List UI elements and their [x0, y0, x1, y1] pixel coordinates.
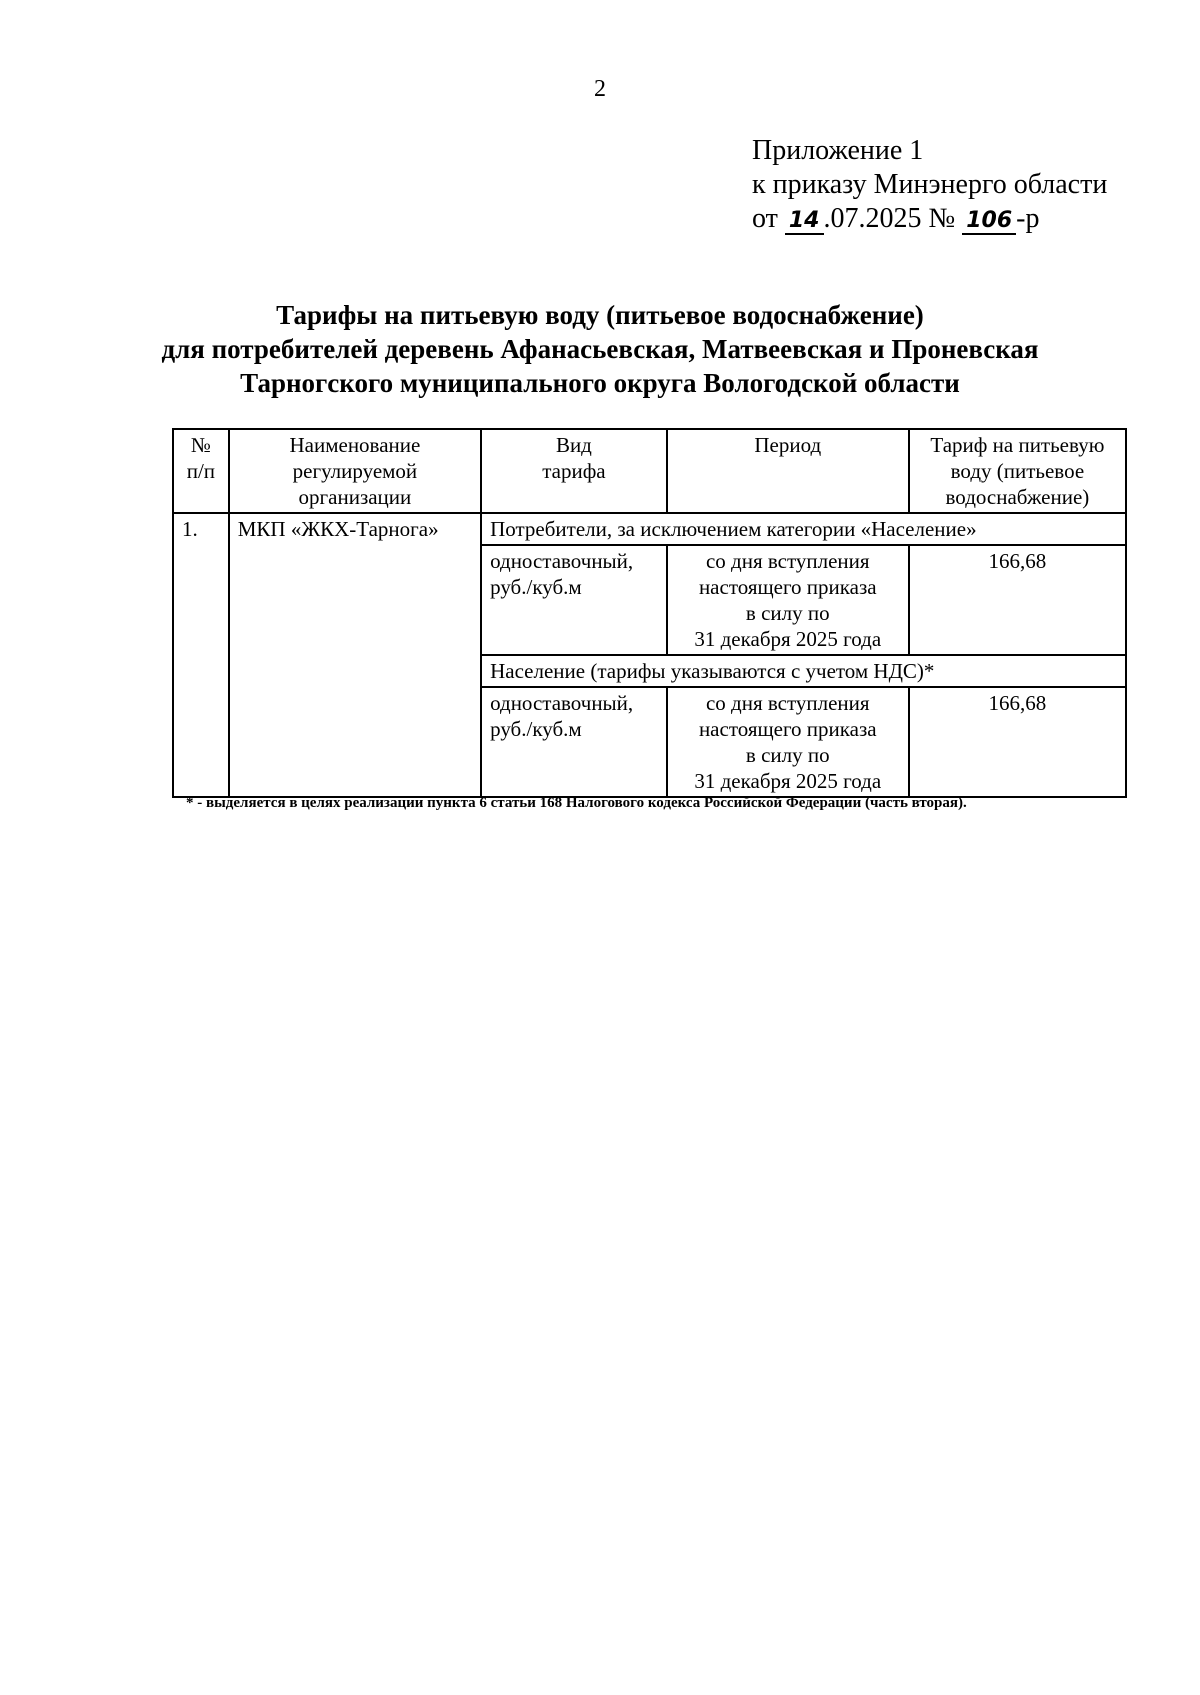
tariffs-table	[172, 428, 1127, 798]
appendix-block	[752, 134, 1107, 236]
header-period	[667, 429, 909, 513]
handwritten-day: 14	[785, 209, 824, 235]
tariff-period	[667, 545, 909, 655]
handwritten-number: 106	[962, 209, 1016, 235]
footnote: * - выделяется в целях реализации пункта 6 статьи 168 Налогового кодекса Российской Федерации (часть вторая).	[186, 795, 967, 811]
tariff-kind	[481, 687, 667, 797]
header-org	[229, 429, 481, 513]
header-kind	[481, 429, 667, 513]
appendix-title: Приложение 1	[752, 135, 924, 166]
tariff-kind-line: руб./куб.м	[490, 575, 582, 599]
header-num-line: №	[190, 433, 211, 457]
title-line-1: Тарифы на питьевую воду (питьевое водоснабжение)	[276, 300, 924, 330]
tariff-period-line: в силу по	[745, 743, 830, 767]
tariff-period-line: 31 декабря 2025 года	[694, 627, 882, 651]
tariff-period-line: настоящего приказа	[698, 717, 877, 741]
tariff-period-line: настоящего приказа	[698, 575, 877, 599]
row-number: 1.	[173, 513, 229, 797]
tariff-value: 166,68	[909, 545, 1126, 655]
header-org-line: Наименование	[289, 433, 421, 457]
header-org-line: регулируемой	[292, 459, 418, 483]
tariff-period-line: в силу по	[745, 601, 830, 625]
header-kind-line: тарифа	[542, 459, 606, 483]
tariff-value: 166,68	[909, 687, 1126, 797]
date-rest: .07.2025 №	[823, 203, 956, 234]
number-suffix: -р	[1016, 203, 1040, 234]
organization-name: МКП «ЖКХ-Тарнога»	[229, 513, 481, 797]
title-line-2: для потребителей деревень Афанасьевская, Матвеевская и Проневская	[161, 334, 1039, 364]
header-num	[173, 429, 229, 513]
page-number: 2	[594, 76, 606, 102]
header-org-line: организации	[298, 485, 412, 509]
header-num-line: п/п	[186, 459, 216, 483]
document-title	[100, 298, 1100, 400]
tariff-kind-line: руб./куб.м	[490, 717, 582, 741]
tariff-period-line: со дня вступления	[705, 691, 870, 715]
group-label: Потребители, за исключением категории «Население»	[481, 513, 1126, 545]
header-tariff-line: Тариф на питьевую	[930, 433, 1105, 457]
table-header-row	[173, 429, 1126, 513]
header-kind-line: Вид	[555, 433, 592, 457]
header-period-line: Период	[754, 433, 822, 457]
appendix-order-ref: к приказу Минэнерго области	[752, 169, 1108, 200]
tariff-kind-line: одноставочный,	[490, 691, 634, 715]
tariff-period	[667, 687, 909, 797]
header-tariff	[909, 429, 1126, 513]
group-label: Население (тарифы указываются с учетом НДС)*	[481, 655, 1126, 687]
tariff-period-line: со дня вступления	[705, 549, 870, 573]
tariff-kind-line: одноставочный,	[490, 549, 634, 573]
date-prefix: от	[752, 203, 778, 234]
tariff-period-line: 31 декабря 2025 года	[694, 769, 882, 793]
header-tariff-line: водоснабжение)	[945, 485, 1090, 509]
appendix-date-line	[752, 202, 1107, 236]
title-line-3: Тарногского муниципального округа Вологодской области	[240, 368, 960, 398]
table-row	[173, 513, 1126, 545]
header-tariff-line: воду (питьевое	[950, 459, 1085, 483]
tariff-kind	[481, 545, 667, 655]
